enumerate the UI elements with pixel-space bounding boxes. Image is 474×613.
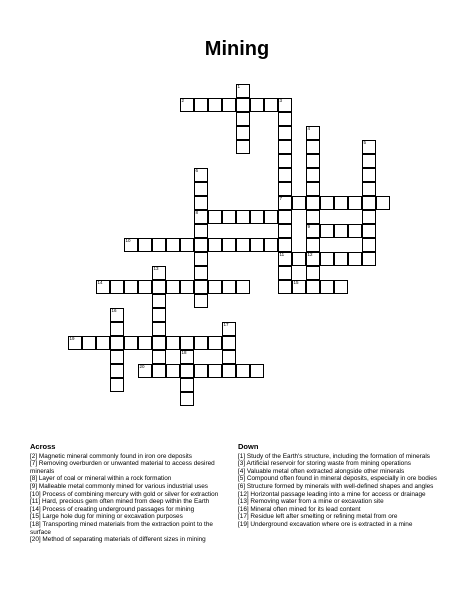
grid-cell[interactable] <box>152 336 166 350</box>
grid-cell[interactable] <box>236 126 250 140</box>
clue-number: 9 <box>307 224 311 229</box>
grid-cell[interactable] <box>208 364 222 378</box>
puzzle-title: Mining <box>204 38 270 60</box>
down-clue: [13] Removing water from a mine or excavation site <box>238 498 384 506</box>
grid-cell[interactable] <box>180 336 194 350</box>
grid-cell[interactable] <box>124 280 138 294</box>
grid-cell[interactable] <box>96 336 110 350</box>
grid-cell[interactable] <box>138 238 152 252</box>
grid-cell[interactable] <box>152 350 166 364</box>
grid-cell[interactable] <box>250 210 264 224</box>
grid-cell[interactable] <box>278 266 292 280</box>
grid-cell[interactable] <box>152 294 166 308</box>
grid-cell[interactable] <box>194 238 208 252</box>
across-clue: [2] Magnetic mineral commonly found in iron ore deposits <box>30 452 192 460</box>
grid-cell[interactable] <box>194 224 208 238</box>
down-clue: [19] Underground excavation where ore is extracted in a mine <box>238 520 413 528</box>
grid-cell[interactable] <box>152 238 166 252</box>
grid-cell[interactable] <box>306 280 320 294</box>
clue-number: 16 <box>111 308 117 313</box>
grid-cell[interactable] <box>124 336 138 350</box>
grid-cell[interactable] <box>194 280 208 294</box>
grid-cell[interactable] <box>320 224 334 238</box>
clue-number: 13 <box>153 266 159 271</box>
down-clue: [16] Mineral often mined for its lead content <box>238 505 361 513</box>
clue-number: 19 <box>69 336 75 341</box>
grid-cell[interactable] <box>166 336 180 350</box>
grid-cell[interactable] <box>110 364 124 378</box>
grid-cell[interactable] <box>362 224 376 238</box>
across-heading: Across <box>30 442 56 451</box>
grid-cell[interactable] <box>236 210 250 224</box>
grid-cell[interactable] <box>348 252 362 266</box>
grid-cell[interactable] <box>180 378 194 392</box>
grid-cell[interactable] <box>152 364 166 378</box>
clue-number: 7 <box>279 196 283 201</box>
grid-cell[interactable] <box>222 98 236 112</box>
grid-cell[interactable] <box>166 364 180 378</box>
grid-cell[interactable] <box>236 112 250 126</box>
grid-cell[interactable] <box>236 140 250 154</box>
grid-cell[interactable] <box>348 196 362 210</box>
down-clue: [6] Structure formed by minerals with well-defined shapes and angles <box>238 482 434 490</box>
grid-cell[interactable] <box>250 98 264 112</box>
clue-number: 17 <box>223 322 229 327</box>
clue-number: 18 <box>181 350 187 355</box>
grid-cell[interactable] <box>320 252 334 266</box>
grid-cell[interactable] <box>348 224 362 238</box>
grid-cell[interactable] <box>306 210 320 224</box>
grid-cell[interactable] <box>152 280 166 294</box>
grid-cell[interactable] <box>278 168 292 182</box>
down-clue: [5] Compound often found in mineral deposits, especially in ore bodies <box>238 475 437 483</box>
clue-number: 1 <box>237 84 241 89</box>
clue-number: 11 <box>279 252 285 257</box>
across-clue: [14] Process of creating underground passages for mining <box>30 505 195 513</box>
grid-cell[interactable] <box>194 266 208 280</box>
down-clue: [12] Horizontal passage leading into a mine for access or drainage <box>238 490 426 498</box>
grid-cell[interactable] <box>208 98 222 112</box>
grid-cell[interactable] <box>278 238 292 252</box>
clue-number: 15 <box>293 280 299 285</box>
grid-cell[interactable] <box>278 182 292 196</box>
clue-number: 12 <box>307 252 313 257</box>
grid-cell[interactable] <box>264 210 278 224</box>
grid-cell[interactable] <box>362 154 376 168</box>
grid-cell[interactable] <box>208 336 222 350</box>
grid-cell[interactable] <box>110 322 124 336</box>
grid-cell[interactable] <box>208 238 222 252</box>
across-clue: [11] Hard, precious gem often mined from deep within the Earth <box>30 498 210 506</box>
grid-cell[interactable] <box>362 210 376 224</box>
clue-number: 4 <box>307 126 311 131</box>
grid-cell[interactable] <box>194 364 208 378</box>
grid-cell[interactable] <box>194 336 208 350</box>
grid-cell[interactable] <box>208 280 222 294</box>
grid-cell[interactable] <box>110 350 124 364</box>
grid-cell[interactable] <box>292 196 306 210</box>
clue-number: 20 <box>139 364 145 369</box>
down-clues <box>238 443 443 529</box>
grid-cell[interactable] <box>306 182 320 196</box>
across-clue: [9] Malleable metal commonly mined for various industrial uses <box>30 482 208 490</box>
grid-cell[interactable] <box>278 154 292 168</box>
clue-number: 6 <box>195 168 199 173</box>
grid-cell[interactable] <box>236 364 250 378</box>
grid-cell[interactable] <box>334 196 348 210</box>
grid-cell[interactable] <box>236 98 250 112</box>
grid-cell[interactable] <box>222 210 236 224</box>
clue-number: 3 <box>279 98 283 103</box>
grid-cell[interactable] <box>362 196 376 210</box>
grid-cell[interactable] <box>152 308 166 322</box>
grid-cell[interactable] <box>222 280 236 294</box>
grid-cell[interactable] <box>110 336 124 350</box>
grid-cell[interactable] <box>250 238 264 252</box>
grid-cell[interactable] <box>166 238 180 252</box>
grid-cell[interactable] <box>152 322 166 336</box>
grid-cell[interactable] <box>334 252 348 266</box>
grid-cell[interactable] <box>138 336 152 350</box>
grid-cell[interactable] <box>138 280 152 294</box>
down-clue: [3] Artificial reservoir for storing waste from mining operations <box>238 460 411 468</box>
across-clues <box>30 443 230 544</box>
grid-cell[interactable] <box>278 280 292 294</box>
clue-number: 5 <box>363 140 367 145</box>
clue-number: 14 <box>97 280 103 285</box>
grid-cell[interactable] <box>194 294 208 308</box>
grid-cell[interactable] <box>82 336 96 350</box>
grid-cell[interactable] <box>278 140 292 154</box>
grid-cell[interactable] <box>362 252 376 266</box>
grid-cell[interactable] <box>362 238 376 252</box>
down-clue: [4] Valuable metal often extracted alongside other minerals <box>238 467 405 475</box>
clue-number: 8 <box>195 210 199 215</box>
down-clue: [1] Study of the Earth's structure, including the formation of minerals <box>238 452 430 460</box>
across-clue: [15] Large hole dug for mining or excavation purposes <box>30 513 183 521</box>
across-clue: [20] Method of separating materials of different sizes in mining <box>30 536 206 544</box>
across-clue: [8] Layer of coal or mineral within a rock formation <box>30 475 172 483</box>
grid-cell[interactable] <box>278 126 292 140</box>
grid-cell[interactable] <box>376 196 390 210</box>
grid-cell[interactable] <box>180 364 194 378</box>
grid-cell[interactable] <box>180 392 194 406</box>
grid-cell[interactable] <box>250 364 264 378</box>
grid-cell[interactable] <box>306 196 320 210</box>
clue-number: 10 <box>125 238 131 243</box>
grid-cell[interactable] <box>306 154 320 168</box>
grid-cell[interactable] <box>236 238 250 252</box>
grid-cell[interactable] <box>166 280 180 294</box>
grid-cell[interactable] <box>306 140 320 154</box>
grid-cell[interactable] <box>306 168 320 182</box>
grid-cell[interactable] <box>222 336 236 350</box>
across-clue: [7] Removing overburden or unwanted material to access desired minerals <box>30 460 215 475</box>
grid-cell[interactable] <box>334 224 348 238</box>
grid-cell[interactable] <box>278 224 292 238</box>
clue-number: 2 <box>181 98 185 103</box>
grid-cell[interactable] <box>180 280 194 294</box>
grid-cell[interactable] <box>362 182 376 196</box>
grid-cell[interactable] <box>222 238 236 252</box>
grid-cell[interactable] <box>278 112 292 126</box>
grid-cell[interactable] <box>306 238 320 252</box>
grid-cell[interactable] <box>264 98 278 112</box>
grid-cell[interactable] <box>236 280 250 294</box>
grid-cell[interactable] <box>194 98 208 112</box>
grid-cell[interactable] <box>222 350 236 364</box>
grid-cell[interactable] <box>208 210 222 224</box>
down-heading: Down <box>238 442 259 451</box>
across-clue: [18] Transporting mined materials from the extraction point to the surface <box>30 520 213 536</box>
grid-cell[interactable] <box>320 196 334 210</box>
grid-cell[interactable] <box>194 252 208 266</box>
grid-cell[interactable] <box>110 378 124 392</box>
across-clue: [10] Process of combining mercury with gold or silver for extraction <box>30 490 219 498</box>
grid-cell[interactable] <box>306 266 320 280</box>
grid-cell[interactable] <box>320 280 334 294</box>
grid-cell[interactable] <box>264 238 278 252</box>
grid-cell[interactable] <box>292 252 306 266</box>
grid-cell[interactable] <box>334 280 348 294</box>
down-clue: [17] Residue left after smelting or refining metal from ore <box>238 513 398 521</box>
grid-cell[interactable] <box>362 168 376 182</box>
grid-cell[interactable] <box>222 364 236 378</box>
grid-cell[interactable] <box>194 196 208 210</box>
grid-cell[interactable] <box>180 238 194 252</box>
grid-cell[interactable] <box>194 182 208 196</box>
grid-cell[interactable] <box>110 280 124 294</box>
grid-cell[interactable] <box>278 210 292 224</box>
